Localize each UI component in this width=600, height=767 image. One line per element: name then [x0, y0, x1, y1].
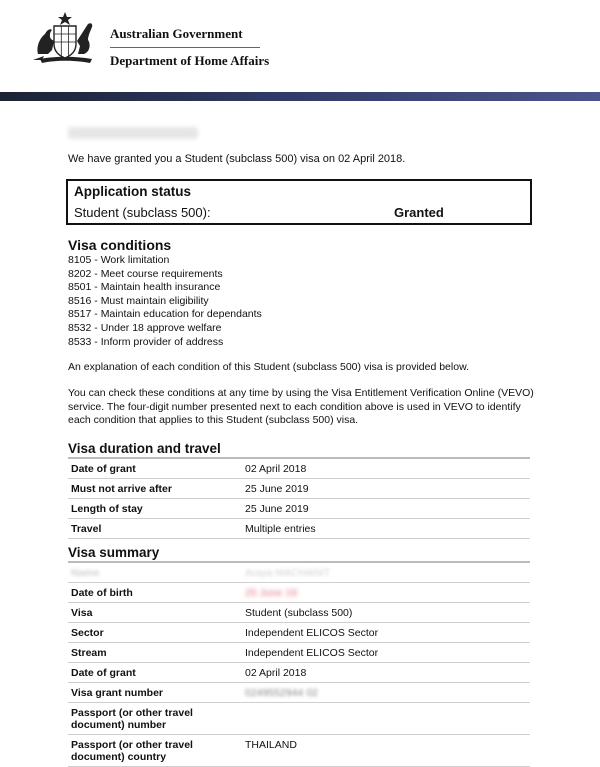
row-value-redacted: 0249552944 02 — [245, 687, 318, 699]
table-row — [68, 563, 530, 583]
row-key: Must not arrive after — [71, 483, 172, 495]
row-key: Name — [71, 567, 100, 579]
row-value-redacted — [241, 703, 530, 734]
status-label: Student (subclass 500): — [74, 205, 211, 220]
row-value: Independent ELICOS Sector — [245, 627, 379, 639]
row-value: 25 June 2019 — [245, 483, 309, 495]
table-row — [68, 663, 530, 683]
letterhead — [0, 0, 600, 92]
row-key: Date of grant — [71, 463, 136, 475]
condition-item: 8517 - Maintain education for dependants — [68, 308, 262, 321]
status-value: Granted — [394, 205, 444, 220]
vevo-paragraph: You can check these conditions at any time by using the Visa Entitlement Verification Online (VEVO) service. The four-digit number presented next to each condition above is used in VEVO to identify each condition that applies to this Student (subclass 500) visa. — [68, 387, 534, 426]
row-key: Stream — [71, 647, 107, 659]
header-color-bar — [0, 92, 600, 101]
status-title: Application status — [74, 184, 192, 199]
table-row — [68, 623, 530, 643]
row-value: Student (subclass 500) — [245, 607, 353, 619]
conditions-explanation: An explanation of each condition of this Student (subclass 500) visa is provided below. — [68, 361, 469, 373]
table-row — [68, 603, 530, 623]
condition-item: 8105 - Work limitation — [68, 254, 170, 266]
row-key: Visa grant number — [71, 687, 163, 699]
row-key: Passport (or other travel document) number — [71, 707, 193, 731]
row-key: Visa — [71, 607, 93, 619]
government-name: Australian Government — [110, 26, 243, 41]
row-value: 25 June 2019 — [245, 503, 309, 515]
title-divider — [110, 47, 260, 48]
table-row — [68, 583, 530, 603]
row-value-redacted: Araya MACHANIT — [245, 567, 331, 579]
condition-item: 8501 - Maintain health insurance — [68, 281, 221, 294]
visa-conditions-list — [68, 254, 262, 349]
row-key: Date of grant — [71, 667, 136, 679]
row-key: Passport (or other travel document) country — [71, 739, 193, 763]
condition-item: 8533 - Inform provider of address — [68, 335, 224, 348]
table-row — [68, 735, 530, 767]
table-row — [68, 499, 530, 519]
row-key: Length of stay — [71, 503, 143, 515]
table-row — [68, 683, 530, 703]
table-row — [68, 643, 530, 663]
government-title-block — [110, 26, 269, 69]
row-value: 02 April 2018 — [245, 463, 307, 475]
table-row — [68, 479, 530, 499]
visa-summary-table — [68, 561, 530, 767]
visa-summary-title: Visa summary — [68, 545, 160, 560]
visa-duration-title: Visa duration and travel — [68, 441, 221, 456]
grant-sentence: We have granted you a Student (subclass 500) visa on 02 April 2018. — [68, 153, 406, 165]
table-row — [68, 519, 530, 539]
row-value-redacted: 25 June 19 — [245, 587, 297, 599]
row-value: Independent ELICOS Sector — [245, 647, 379, 659]
row-value: Multiple entries — [245, 523, 316, 535]
visa-duration-table — [68, 457, 530, 539]
condition-item: 8202 - Meet course requirements — [68, 267, 223, 280]
coat-of-arms-icon — [30, 10, 100, 66]
row-key: Date of birth — [71, 587, 133, 599]
department-name: Department of Home Affairs — [110, 53, 270, 68]
recipient-name-redacted — [68, 127, 198, 139]
table-row — [68, 459, 530, 479]
condition-item: 8516 - Must maintain eligibility — [68, 294, 209, 307]
visa-conditions-title: Visa conditions — [68, 237, 172, 253]
row-value: THAILAND — [245, 739, 297, 751]
row-key: Sector — [71, 627, 104, 639]
row-value: 02 April 2018 — [245, 667, 307, 679]
table-row — [68, 703, 530, 735]
application-status-box — [66, 179, 532, 225]
row-key: Travel — [71, 523, 102, 535]
condition-item: 8532 - Under 18 approve welfare — [68, 321, 222, 334]
